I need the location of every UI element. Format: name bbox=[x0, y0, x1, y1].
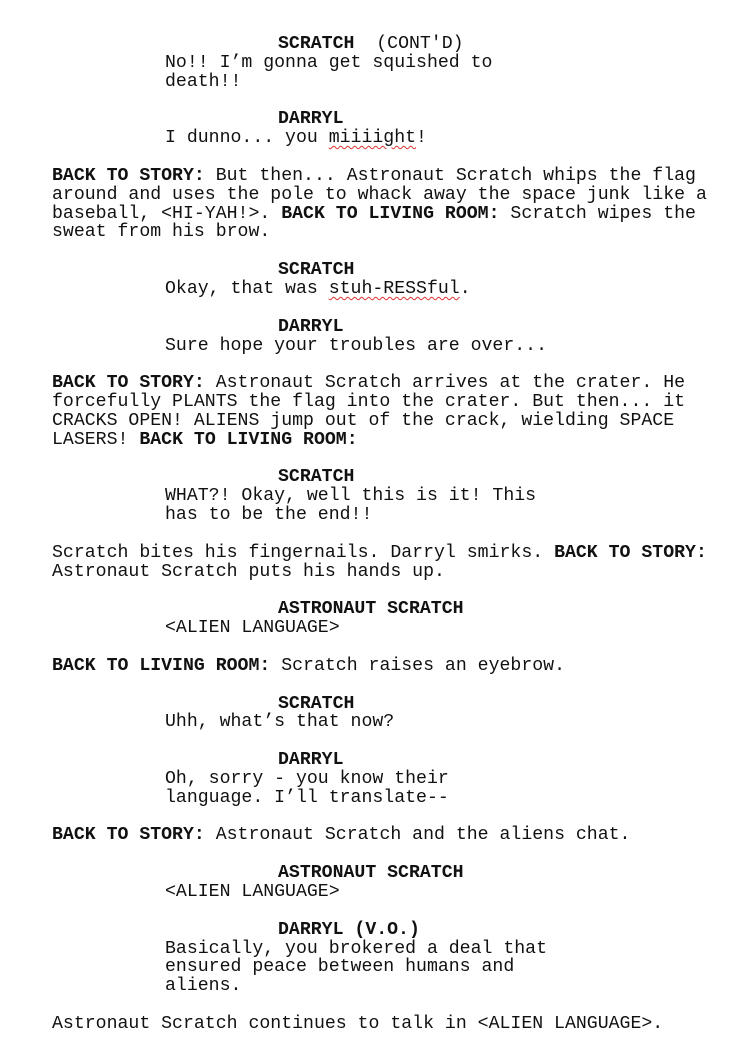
character-name: DARRYL bbox=[278, 109, 344, 130]
text-segment: Astronaut Scratch puts his hands up. bbox=[52, 561, 445, 582]
text-line bbox=[52, 958, 755, 977]
text-segment: I dunno... you bbox=[165, 128, 329, 149]
action-paragraph bbox=[52, 657, 755, 676]
misspelled-word: miiiight bbox=[328, 128, 417, 149]
text-line bbox=[52, 789, 755, 808]
text-segment: LASERS! bbox=[52, 429, 140, 450]
scene-transition-label: BACK TO STORY: bbox=[52, 373, 205, 394]
text-line bbox=[52, 54, 755, 73]
action-paragraph bbox=[52, 826, 755, 845]
misspelled-word: stuh-RESSful bbox=[328, 278, 460, 299]
text-segment: . bbox=[459, 278, 471, 299]
action-paragraph bbox=[52, 167, 755, 242]
dialogue-block bbox=[52, 487, 755, 525]
action-paragraph bbox=[52, 544, 755, 582]
dialogue-block bbox=[52, 280, 755, 299]
text-segment: has to be the end!! bbox=[165, 505, 373, 526]
text-line bbox=[52, 487, 755, 506]
character-name: DARRYL bbox=[278, 316, 344, 337]
character-cue bbox=[52, 921, 755, 940]
text-segment: ensured peace between humans and bbox=[165, 957, 515, 978]
text-segment: death!! bbox=[165, 71, 242, 92]
dialogue-block bbox=[52, 940, 755, 997]
character-name: SCRATCH bbox=[278, 34, 355, 54]
character-name: SCRATCH bbox=[278, 467, 355, 488]
scene-transition-label: BACK TO LIVING ROOM: bbox=[281, 203, 500, 224]
text-line bbox=[52, 412, 755, 431]
text-segment: forcefully PLANTS the flag into the crater. But then... it bbox=[52, 392, 686, 413]
text-segment: WHAT?! Okay, well this is it! This bbox=[165, 486, 537, 507]
text-line bbox=[52, 73, 755, 92]
text-segment: No!! I’m gonna get squished to bbox=[165, 52, 493, 73]
text-segment: aliens. bbox=[165, 976, 242, 997]
text-line bbox=[52, 1015, 755, 1034]
text-line bbox=[52, 563, 755, 582]
text-segment: Scratch wipes the bbox=[499, 203, 696, 224]
text-line bbox=[52, 393, 755, 412]
character-name: DARRYL (V.O.) bbox=[278, 919, 420, 940]
character-name: ASTRONAUT SCRATCH bbox=[278, 863, 464, 884]
text-line bbox=[52, 280, 755, 299]
character-name: SCRATCH bbox=[278, 693, 355, 714]
character-cue bbox=[52, 261, 755, 280]
text-segment: language. I’ll translate-- bbox=[165, 787, 449, 808]
character-cue bbox=[52, 600, 755, 619]
text-line bbox=[52, 129, 755, 148]
text-segment: Astronaut Scratch arrives at the crater. He bbox=[204, 373, 686, 394]
text-line bbox=[52, 977, 755, 996]
text-segment: Scratch raises an eyebrow. bbox=[270, 655, 565, 676]
character-extension: (CONT'D) bbox=[354, 34, 464, 54]
scene-transition-label: BACK TO LIVING ROOM: bbox=[52, 655, 271, 676]
character-cue bbox=[52, 864, 755, 883]
text-segment: Oh, sorry - you know their bbox=[165, 768, 449, 789]
text-line bbox=[52, 544, 755, 563]
text-segment: CRACKS OPEN! ALIENS jump out of the crack, wielding SPACE bbox=[52, 410, 675, 431]
character-name: SCRATCH bbox=[278, 260, 355, 281]
text-line bbox=[52, 826, 755, 845]
text-segment: Sure hope your troubles are over... bbox=[165, 335, 547, 356]
text-line bbox=[52, 657, 755, 676]
character-cue bbox=[52, 35, 755, 54]
text-line bbox=[52, 506, 755, 525]
text-line bbox=[52, 337, 755, 356]
scene-transition-label: BACK TO STORY: bbox=[554, 542, 707, 563]
character-name: DARRYL bbox=[278, 750, 344, 771]
scene-transition-label: BACK TO STORY: bbox=[52, 165, 205, 186]
character-name: ASTRONAUT SCRATCH bbox=[278, 599, 464, 620]
text-line bbox=[52, 619, 755, 638]
text-line bbox=[52, 223, 755, 242]
text-segment: ! bbox=[416, 128, 427, 149]
text-line bbox=[52, 770, 755, 789]
text-segment: around and uses the pole to whack away the space junk like a bbox=[52, 184, 707, 205]
dialogue-block bbox=[52, 619, 755, 638]
dialogue-block bbox=[52, 337, 755, 356]
screenplay-page bbox=[52, 35, 755, 1053]
text-line bbox=[52, 883, 755, 902]
text-segment: <ALIEN LANGUAGE> bbox=[165, 618, 340, 639]
text-line bbox=[52, 186, 755, 205]
text-line bbox=[52, 205, 755, 224]
character-cue bbox=[52, 751, 755, 770]
dialogue-block bbox=[52, 770, 755, 808]
dialogue-block bbox=[52, 129, 755, 148]
text-line bbox=[52, 374, 755, 393]
text-segment: Basically, you brokered a deal that bbox=[165, 938, 547, 959]
character-cue bbox=[52, 695, 755, 714]
text-segment: Astronaut Scratch continues to talk in <ALIEN LANGUAGE>. bbox=[52, 1013, 664, 1034]
text-segment: Okay, that was bbox=[165, 278, 329, 299]
scene-transition-label: BACK TO STORY: bbox=[52, 825, 205, 846]
dialogue-block bbox=[52, 713, 755, 732]
character-cue bbox=[52, 110, 755, 129]
character-cue bbox=[52, 318, 755, 337]
dialogue-block bbox=[52, 54, 755, 92]
scene-transition-label: BACK TO LIVING ROOM: bbox=[139, 429, 358, 450]
character-cue bbox=[52, 468, 755, 487]
text-segment: <ALIEN LANGUAGE> bbox=[165, 881, 340, 902]
text-segment: baseball, <HI-YAH!>. bbox=[52, 203, 282, 224]
text-segment: Scratch bites his fingernails. Darryl smirks. bbox=[52, 542, 555, 563]
text-line bbox=[52, 167, 755, 186]
text-segment: Astronaut Scratch and the aliens chat. bbox=[204, 825, 631, 846]
text-segment: But then... Astronaut Scratch whips the flag bbox=[204, 165, 696, 186]
text-line bbox=[52, 713, 755, 732]
action-paragraph bbox=[52, 1015, 755, 1034]
text-line bbox=[52, 431, 755, 450]
text-segment: Uhh, what’s that now? bbox=[165, 712, 395, 733]
action-paragraph bbox=[52, 374, 755, 449]
text-line bbox=[52, 940, 755, 959]
dialogue-block bbox=[52, 883, 755, 902]
text-segment: sweat from his brow. bbox=[52, 222, 271, 243]
